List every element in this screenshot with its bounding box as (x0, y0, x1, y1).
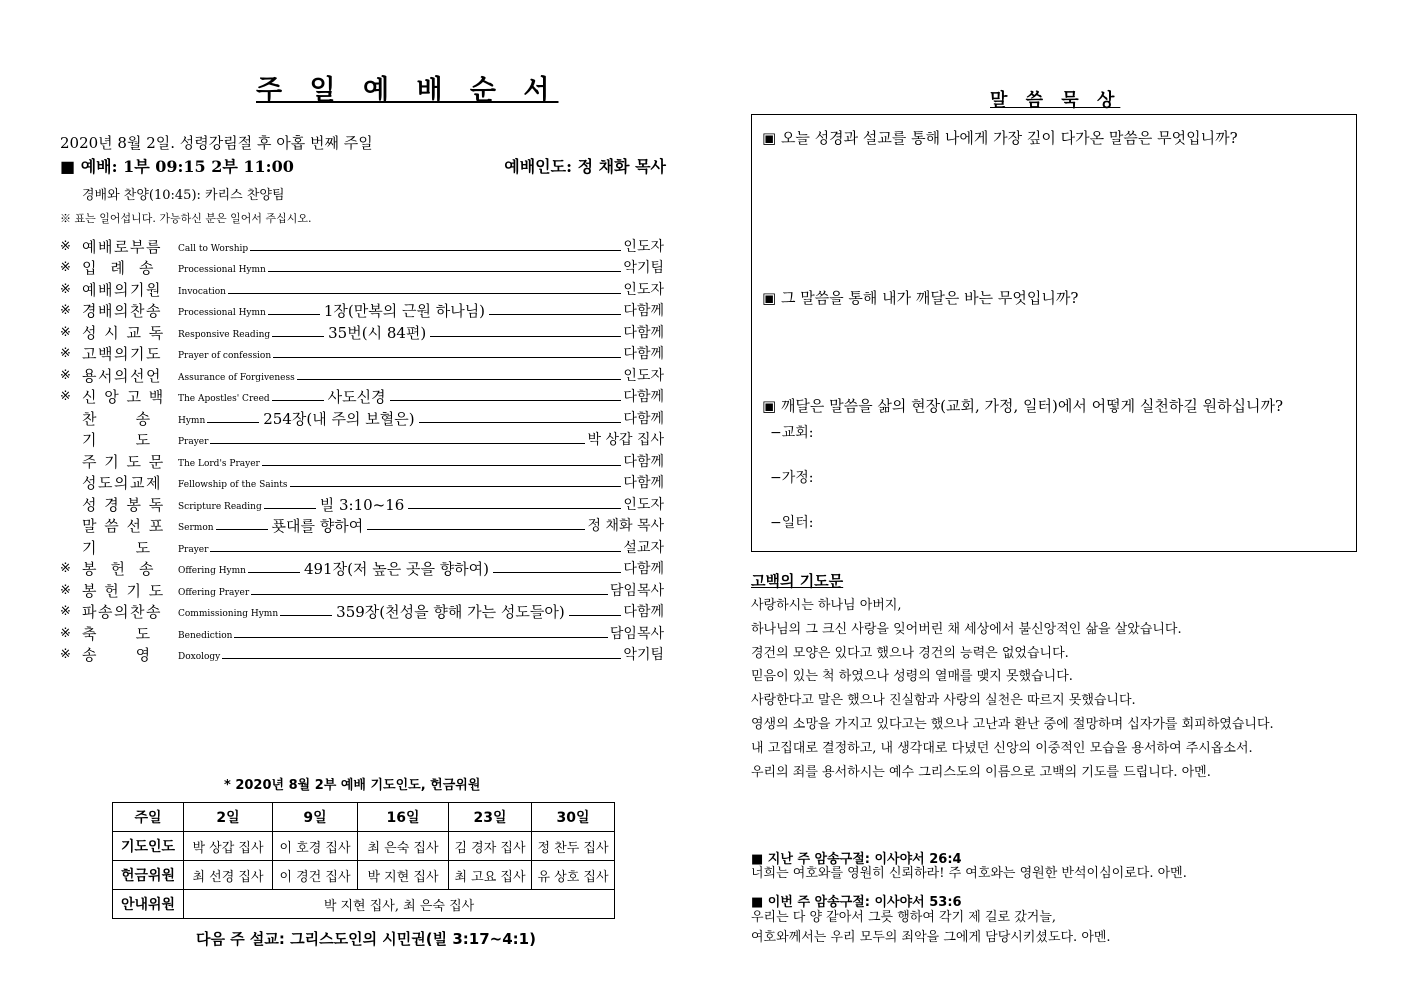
order-item-detail: 1장(만복의 근원 하나님) (323, 302, 486, 320)
leader-line (493, 571, 621, 573)
leader-line (250, 249, 621, 251)
order-item-role: 다함께 (623, 604, 664, 620)
order-item-role: 설교자 (623, 539, 664, 556)
standing-mark: ※ (60, 389, 71, 404)
order-item-role: 다함께 (623, 561, 664, 577)
order-item-name: 주 기 도 문 (82, 452, 165, 471)
order-item-role: 인도자 (623, 367, 664, 384)
worship-leader: 예배인도: 정 채화 목사 (504, 157, 666, 176)
leader-line (262, 464, 622, 466)
leader-line (290, 485, 622, 487)
order-item-name: 경배의찬송 (82, 302, 162, 320)
table-cell: 박 지현 집사 (358, 861, 449, 890)
order-item-name: 기 도 (82, 538, 152, 557)
order-row (60, 535, 664, 557)
order-item-role: 다함께 (623, 410, 664, 427)
prayer-line: 사랑한다고 말은 했으나 진실함과 사랑의 실천은 따르지 못했습니다. (751, 693, 1136, 709)
worship-order-list (60, 234, 664, 664)
order-row (60, 428, 664, 450)
order-item-role: 악기팀 (623, 647, 664, 663)
table-header: 2일 (184, 803, 273, 832)
row-label: 안내위원 (113, 890, 184, 919)
last-week-verse-label: ■ 지난 주 암송구절: 이사야서 26:4 (751, 852, 962, 867)
table-header: 9일 (273, 803, 358, 832)
standing-mark: ※ (60, 346, 71, 361)
order-item-name: 봉 헌 기 도 (82, 581, 165, 600)
leader-line (228, 292, 621, 294)
confession-prayer (751, 594, 1274, 784)
table-row (113, 832, 615, 861)
order-item-english: Invocation (178, 286, 226, 297)
last-week-verse-text: 너희는 여호와를 영원히 신뢰하라! 주 여호와는 영원한 반석이심이로다. 아멘. (751, 866, 1187, 881)
order-item-english: Benediction (178, 630, 233, 641)
order-row (60, 578, 664, 600)
standing-mark: ※ (60, 281, 71, 297)
order-item-role: 다함께 (623, 346, 664, 362)
standing-mark: ※ (60, 324, 71, 340)
order-row (60, 643, 664, 665)
leader-line (419, 421, 622, 423)
order-item-english: Prayer of confession (178, 351, 272, 361)
order-item-english: Hymn (178, 415, 206, 426)
table-cell: 정 찬두 집사 (532, 832, 615, 861)
leader-line (390, 399, 622, 401)
answer-church: −교회: (770, 425, 814, 441)
table-cell: 김 경자 집사 (449, 832, 532, 861)
order-item-role: 다함께 (623, 475, 664, 491)
order-item-detail: 491장(저 높은 곳을 향하여) (303, 560, 490, 578)
order-item-english: Fellowship of the Saints (178, 480, 288, 490)
table-row (113, 890, 615, 919)
order-item-role: 담임목사 (609, 582, 664, 599)
order-row (60, 621, 664, 643)
order-item-detail: 사도신경 (327, 388, 386, 406)
standing-mark: ※ (60, 367, 71, 383)
order-item-english: Call to Worship (178, 243, 249, 254)
stand-note: ※ 표는 일어섭니다. 가능하신 분은 일어서 주십시오. (60, 212, 312, 225)
order-item-name: 성 시 교 독 (82, 323, 165, 342)
meditation-title: 말 씀 묵 상 (990, 90, 1121, 111)
date-line: 2020년 8월 2일. 성령강림절 후 아홉 번째 주일 (60, 134, 373, 152)
leader-line (280, 614, 332, 616)
leader-line (234, 636, 607, 638)
order-item-name: 기 도 (82, 431, 152, 449)
service-label: ■ 예배: 1부 09:15 2부 11:00 (60, 157, 294, 176)
order-item-role: 다함께 (623, 324, 664, 341)
question-2: ▣ 그 말씀을 통해 내가 깨달은 바는 무엇입니까? (762, 289, 1079, 307)
table-cell: 이 호경 집사 (273, 832, 358, 861)
order-item-english: Offering Prayer (178, 587, 250, 598)
table-header: 30일 (532, 803, 615, 832)
confession-title: 고백의 기도문 (751, 572, 844, 590)
order-row (60, 363, 664, 385)
order-item-detail: 359장(천성을 향해 가는 성도들아) (336, 603, 565, 621)
answer-home: −가정: (770, 470, 814, 486)
leader-line (367, 528, 585, 530)
leader-line (210, 442, 585, 444)
meditation-box (751, 114, 1357, 552)
order-item-name: 용서의선언 (82, 366, 162, 385)
order-row (60, 471, 664, 493)
table-cell: 박 지현 집사, 최 은숙 집사 (184, 890, 615, 919)
team-table (112, 802, 615, 919)
next-sermon: 다음 주 설교: 그리스도인의 시민권(빌 3:17~4:1) (196, 930, 536, 948)
order-row (60, 449, 664, 471)
service-times (60, 154, 666, 177)
order-item-role: 다함께 (623, 453, 664, 470)
prayer-line: 믿음이 있는 척 하였으나 성령의 열매를 맺지 못했습니다. (751, 669, 1073, 685)
this-week-verse-text-2: 여호와께서는 우리 모두의 죄악을 그에게 담당시키셨도다. 아멘. (751, 930, 1111, 945)
order-item-role: 인도자 (623, 496, 664, 513)
order-item-name: 예배로부름 (82, 237, 162, 256)
order-row (60, 234, 664, 256)
leader-line (210, 550, 621, 552)
order-item-role: 인도자 (623, 238, 664, 255)
order-item-english: Prayer (178, 437, 209, 447)
this-week-verse-text-1: 우리는 다 양 같아서 그릇 행하여 각기 제 길로 갔거늘, (751, 910, 1057, 925)
order-row (60, 320, 664, 342)
leader-line (272, 335, 324, 337)
order-row (60, 600, 664, 622)
order-item-name: 송 영 (82, 646, 152, 664)
question-1: ▣ 오늘 성경과 설교를 통해 나에게 가장 깊이 다가온 말씀은 무엇입니까? (762, 129, 1238, 147)
standing-mark: ※ (60, 561, 71, 576)
order-row (60, 256, 664, 278)
row-label: 헌금위원 (113, 861, 184, 890)
order-row (60, 514, 664, 536)
order-item-name: 말 씀 선 포 (82, 517, 165, 535)
table-header: 주일 (113, 803, 184, 832)
order-item-english: Sermon (178, 523, 214, 533)
table-header: 16일 (358, 803, 449, 832)
order-item-english: Offering Hymn (178, 566, 246, 576)
leader-line (268, 270, 622, 272)
prayer-line: 내 고집대로 결정하고, 내 생각대로 다녔던 신앙의 이중적인 모습을 용서하여 주시옵소서. (751, 740, 1253, 756)
leader-line (272, 399, 324, 401)
leader-line (251, 593, 608, 595)
order-item-role: 인도자 (623, 281, 664, 298)
leader-line (207, 421, 259, 423)
leader-line (569, 614, 622, 616)
order-item-english: Assurance of Forgiveness (178, 372, 295, 383)
order-item-english: Processional Hymn (178, 265, 266, 275)
order-item-english: Scripture Reading (178, 501, 262, 512)
order-item-name: 성 경 봉 독 (82, 495, 165, 514)
table-cell: 박 상갑 집사 (184, 832, 273, 861)
leader-line (268, 313, 320, 315)
row-label: 기도인도 (113, 832, 184, 861)
prayer-line: 사랑하시는 하나님 아버지, (751, 598, 902, 613)
order-item-name: 파송의찬송 (82, 603, 162, 621)
standing-mark: ※ (60, 238, 71, 254)
standing-mark: ※ (60, 260, 71, 275)
leader-line (297, 378, 622, 380)
order-item-english: Responsive Reading (178, 329, 271, 340)
order-item-role: 박 상갑 집사 (587, 432, 664, 448)
order-item-english: The Lord's Prayer (178, 458, 260, 469)
standing-mark: ※ (60, 604, 71, 619)
order-row (60, 492, 664, 514)
order-item-role: 담임목사 (609, 625, 664, 642)
order-row (60, 342, 664, 364)
order-item-detail: 35번(시 84편) (328, 323, 427, 342)
order-item-name: 축 도 (82, 624, 152, 643)
question-3: ▣ 깨달은 말씀을 삶의 현장(교회, 가정, 일터)에서 어떻게 실천하길 원하십니까? (762, 397, 1284, 415)
order-item-name: 입 례 송 (82, 259, 156, 277)
order-row (60, 406, 664, 428)
order-item-name: 성도의교제 (82, 474, 162, 492)
standing-mark: ※ (60, 647, 71, 662)
table-header-row (113, 803, 615, 832)
order-row (60, 299, 664, 321)
order-item-role: 정 채화 목사 (587, 518, 664, 534)
leader-line (408, 507, 621, 509)
order-row (60, 557, 664, 579)
order-item-name: 신 앙 고 백 (82, 388, 165, 406)
order-item-english: Processional Hymn (178, 308, 266, 318)
table-cell: 최 선경 집사 (184, 861, 273, 890)
table-cell: 유 상호 집사 (532, 861, 615, 890)
order-item-detail: 254장(내 주의 보혈은) (263, 409, 415, 428)
prelude-line: 경배와 찬양(10:45): 카리스 찬양팀 (82, 188, 285, 203)
leader-line (248, 571, 300, 573)
prayer-line: 영생의 소망을 가지고 있다고는 했으나 고난과 환난 중에 절망하며 십자가를 회피하였습니다. (751, 716, 1274, 732)
order-item-name: 고백의기도 (82, 345, 162, 363)
order-item-role: 악기팀 (623, 260, 664, 276)
table-cell: 이 경건 집사 (273, 861, 358, 890)
offering-caption: * 2020년 8월 2부 예배 기도인도, 헌금위원 (224, 778, 481, 793)
table-row (113, 861, 615, 890)
leader-line (430, 335, 621, 337)
order-item-english: Commissioning Hymn (178, 609, 279, 619)
this-week-verse-label: ■ 이번 주 암송구절: 이사야서 53:6 (751, 895, 962, 910)
order-item-english: The Apostles' Creed (178, 394, 270, 404)
table-cell: 최 고요 집사 (449, 861, 532, 890)
answer-work: −일터: (770, 515, 814, 531)
order-item-name: 찬 송 (82, 409, 152, 428)
leader-line (273, 356, 621, 358)
order-item-role: 다함께 (623, 303, 664, 319)
standing-mark: ※ (60, 625, 71, 641)
leader-line (222, 657, 621, 659)
prayer-line: 우리의 죄를 용서하시는 예수 그리스도의 이름으로 고백의 기도를 드립니다. 아멘. (751, 764, 1211, 780)
table-cell: 최 은숙 집사 (358, 832, 449, 861)
page-title: 주 일 예 배 순 서 (256, 75, 559, 106)
table-header: 23일 (449, 803, 532, 832)
order-item-name: 예배의기원 (82, 280, 162, 299)
standing-mark: ※ (60, 303, 71, 318)
order-item-detail: 빌 3:10~16 (319, 495, 405, 514)
prayer-line: 경건의 모양은 있다고 했으나 경건의 능력은 없었습니다. (751, 645, 1069, 661)
order-row (60, 277, 664, 299)
order-item-name: 봉 헌 송 (82, 560, 156, 578)
order-item-detail: 푯대를 향하여 (271, 517, 364, 535)
standing-mark: ※ (60, 582, 71, 598)
leader-line (489, 313, 621, 315)
order-item-role: 다함께 (623, 389, 664, 405)
leader-line (264, 507, 316, 509)
order-row (60, 385, 664, 407)
prayer-line: 하나님의 그 크신 사랑을 잊어버린 채 세상에서 불신앙적인 삶을 살았습니다. (751, 621, 1182, 637)
leader-line (216, 528, 268, 530)
order-item-english: Doxology (178, 652, 221, 662)
order-item-english: Prayer (178, 544, 209, 555)
